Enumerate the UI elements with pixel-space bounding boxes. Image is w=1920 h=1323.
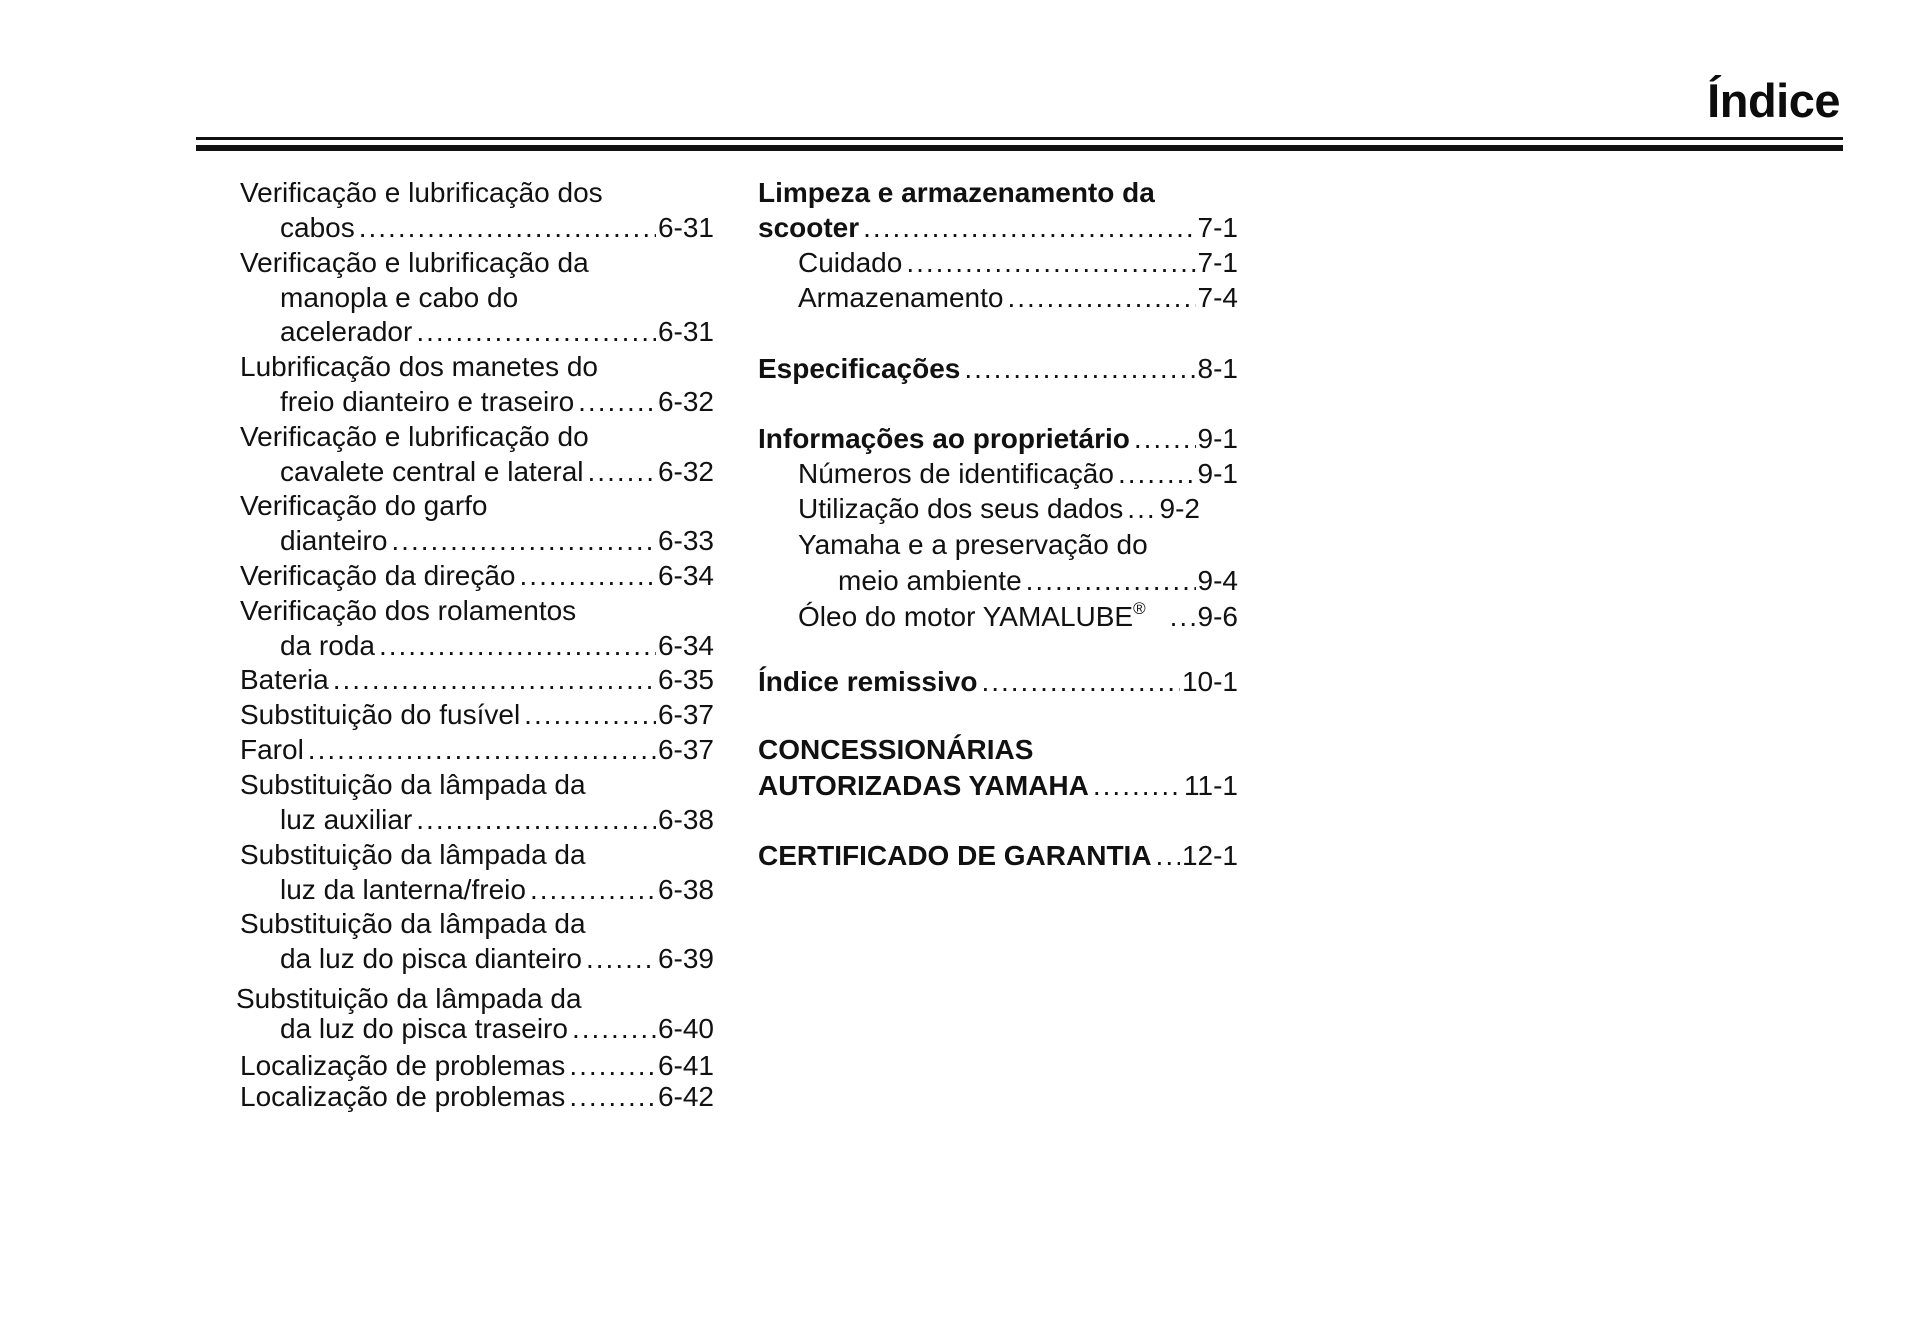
dot-leader (530, 873, 656, 907)
toc-entry[interactable]: Verificação e lubrificação dos (240, 177, 603, 208)
toc-section[interactable]: Índice remissivo ..... 10-1 (758, 665, 1238, 699)
toc-entry[interactable]: Óleo do motor YAMALUBE® ..... 9-6 (798, 600, 1238, 634)
dot-leader (391, 524, 656, 558)
toc-entry[interactable]: Substituição do fusível ..... 6-37 (240, 698, 714, 732)
dot-leader (569, 1080, 656, 1114)
dot-leader (416, 315, 656, 349)
page-number: 7-1 (1197, 247, 1238, 278)
page-number: 9-1 (1197, 458, 1238, 489)
toc-entry[interactable]: manopla e cabo do (280, 282, 519, 313)
page-number: 6-33 (657, 525, 714, 556)
header-rule-thin (196, 137, 1843, 140)
toc-entry[interactable]: luz da lanterna/freio ..... 6-38 (280, 873, 714, 907)
dot-leader (1007, 281, 1195, 315)
toc-entry[interactable]: Armazenamento ..... 7-4 (798, 281, 1238, 315)
toc-entry[interactable]: Verificação da direção ..... 6-34 (240, 559, 714, 593)
page-number: 6-38 (657, 874, 714, 905)
toc-entry[interactable]: Localização de problemas ..... 6-42 (240, 1080, 714, 1114)
toc-entry[interactable]: Substituição da lâmpada da (236, 983, 582, 1014)
toc-section[interactable]: CONCESSIONÁRIAS (758, 734, 1034, 765)
toc-entry[interactable]: Verificação e lubrificação do (240, 421, 589, 452)
page-number: 9-4 (1197, 565, 1238, 596)
dot-leader (586, 942, 656, 976)
toc-section[interactable]: Limpeza e armazenamento da (758, 177, 1155, 208)
dot-leader (1170, 600, 1196, 634)
dot-leader (333, 663, 656, 697)
page-number: 9-2 (1159, 493, 1200, 524)
toc-section[interactable]: Especificações ..... 8-1 (758, 352, 1238, 386)
dot-leader (524, 698, 656, 732)
toc-section[interactable]: CERTIFICADO DE GARANTIA ..... 12-1 (758, 839, 1238, 873)
page-number: 6-34 (657, 630, 714, 661)
toc-entry[interactable]: Yamaha e a preservação do (798, 529, 1148, 560)
dot-leader (964, 352, 1195, 386)
page-number: 6-31 (657, 212, 714, 243)
toc-entry[interactable]: Substituição da lâmpada da (240, 908, 586, 939)
page-number: 6-37 (657, 734, 714, 765)
page-number: 7-4 (1197, 282, 1238, 313)
dot-leader (520, 559, 656, 593)
toc-entry[interactable]: luz auxiliar ..... 6-38 (280, 803, 714, 837)
toc-entry[interactable]: Localização de problemas ..... 6-41 (240, 1049, 714, 1083)
dot-leader (572, 1012, 656, 1046)
page-number: 6-42 (657, 1081, 714, 1112)
toc-entry[interactable]: freio dianteiro e traseiro ..... 6-32 (280, 385, 714, 419)
page-number: 9-1 (1197, 423, 1238, 454)
toc-entry[interactable]: acelerador ..... 6-31 (280, 315, 714, 349)
page-number: 9-6 (1197, 601, 1238, 632)
dot-leader (1134, 422, 1196, 456)
page-number: 6-40 (657, 1013, 714, 1044)
page-number: 11-1 (1184, 770, 1238, 801)
toc-entry[interactable]: Cuidado ..... 7-1 (798, 246, 1238, 280)
toc-section[interactable]: AUTORIZADAS YAMAHA ..... 11-1 (758, 769, 1238, 803)
page-title: Índice (1707, 74, 1840, 127)
toc-entry[interactable]: meio ambiente ..... 9-4 (838, 564, 1238, 598)
registered-trademark-symbol: ® (1133, 599, 1146, 618)
page-number: 6-41 (657, 1050, 714, 1081)
toc-entry[interactable]: da roda ..... 6-34 (280, 629, 714, 663)
page-number: 6-35 (657, 664, 714, 695)
toc-entry[interactable]: Lubrificação dos manetes do (240, 351, 598, 382)
page-number: 8-1 (1197, 353, 1238, 384)
page-number: 6-34 (657, 560, 714, 591)
toc-entry[interactable]: cavalete central e lateral ..... 6-32 (280, 455, 714, 489)
toc-entry[interactable]: da luz do pisca traseiro ..... 6-40 (280, 1012, 714, 1046)
toc-entry[interactable]: Utilização dos seus dados ..... 9-2 (798, 492, 1200, 526)
dot-leader (1026, 564, 1196, 598)
toc-entry[interactable]: Verificação e lubrificação da (240, 247, 589, 278)
toc-entry[interactable]: Bateria ..... 6-35 (240, 663, 714, 697)
dot-leader (1093, 769, 1182, 803)
dot-leader (416, 803, 656, 837)
page-number: 6-32 (657, 456, 714, 487)
page-number: 6-38 (657, 804, 714, 835)
dot-leader (1127, 492, 1157, 526)
page-number: 12-1 (1181, 840, 1238, 871)
toc-entry[interactable]: da luz do pisca dianteiro ..... 6-39 (280, 942, 714, 976)
toc-section[interactable]: Informações ao proprietário ..... 9-1 (758, 422, 1238, 456)
dot-leader (359, 211, 656, 245)
toc-section[interactable]: scooter ..... 7-1 (758, 211, 1238, 245)
toc-entry[interactable]: Substituição da lâmpada da (240, 839, 586, 870)
header-rule-thick (196, 145, 1843, 151)
page-number: 6-31 (657, 316, 714, 347)
dot-leader (981, 665, 1180, 699)
page-number: 6-32 (657, 386, 714, 417)
dot-leader (379, 629, 656, 663)
dot-leader (1156, 839, 1180, 873)
toc-entry[interactable]: cabos ..... 6-31 (280, 211, 714, 245)
dot-leader (906, 246, 1195, 280)
toc-entry[interactable]: Verificação dos rolamentos (240, 595, 577, 626)
toc-entry[interactable]: dianteiro ..... 6-33 (280, 524, 714, 558)
toc-entry[interactable]: Verificação do garfo (240, 490, 488, 521)
dot-leader (588, 455, 656, 489)
page-number: 6-39 (657, 943, 714, 974)
page-number: 7-1 (1197, 212, 1238, 243)
dot-leader (308, 733, 656, 767)
dot-leader (578, 385, 656, 419)
toc-entry[interactable]: Farol ..... 6-37 (240, 733, 714, 767)
toc-entry[interactable]: Números de identificação ..... 9-1 (798, 457, 1238, 491)
toc-entry[interactable]: Substituição da lâmpada da (240, 769, 586, 800)
dot-leader (569, 1049, 656, 1083)
dot-leader (1118, 457, 1196, 491)
dot-leader (863, 211, 1195, 245)
page-number: 10-1 (1181, 666, 1238, 697)
page-number: 6-37 (657, 699, 714, 730)
